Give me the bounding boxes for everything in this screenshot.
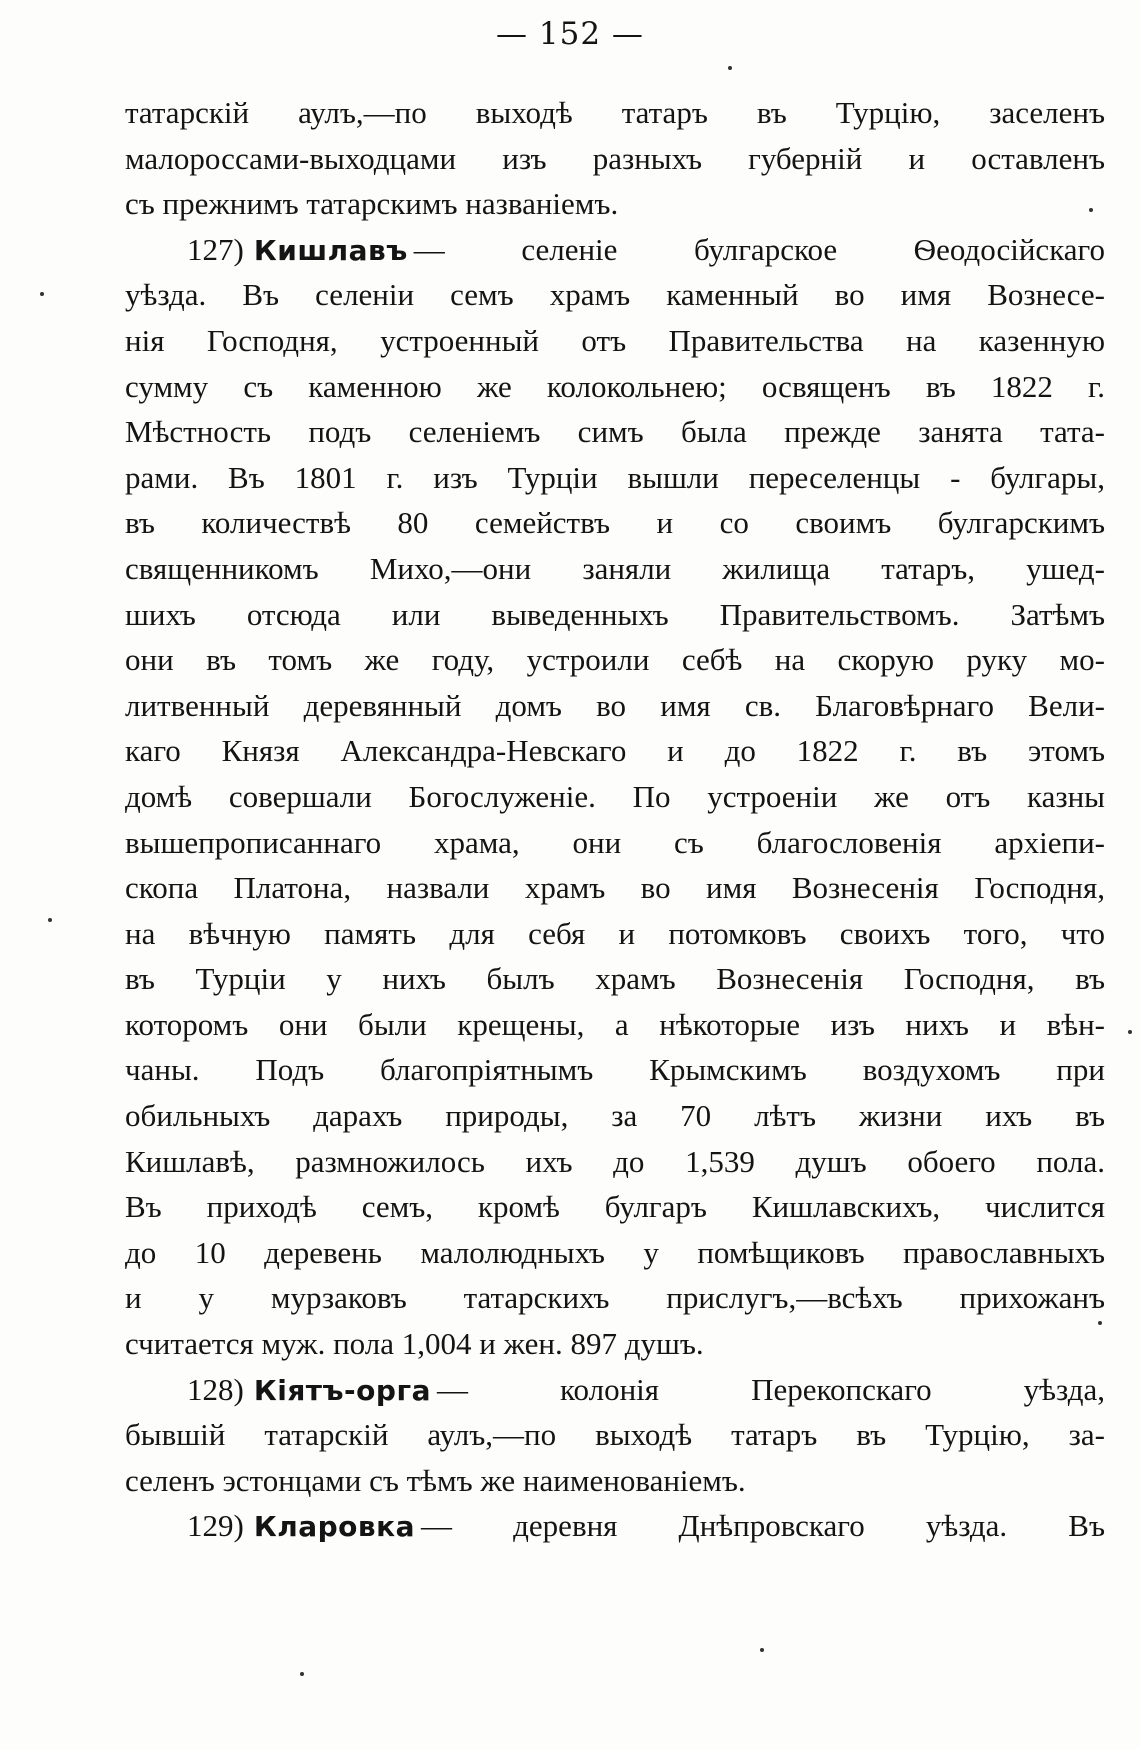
page-number: — 152 — [496,16,644,52]
text-line: которомъ они были крещены, а нѣкоторые изъ нихъ и вѣн- [125,1006,1105,1042]
text-line: литвенный деревянный домъ во имя св. Благовѣрнаго Вели- [125,687,1105,723]
text-line: сумму съ каменною же колокольнею; освященъ въ 1822 г. [125,368,1105,404]
entry-text: — деревня Днѣпровскаго уѣзда. Въ [421,1508,1105,1544]
text-line: Мѣстность подъ селеніемъ симъ была прежде занята тата- [125,414,1105,450]
scan-speck [728,66,732,70]
entry-heading: Кишлавъ [253,233,408,267]
text-line: до 10 деревень малолюдныхъ у помѣщиковъ православныхъ [125,1234,1105,1270]
text-line: шихъ отсюда или выведенныхъ Правительствомъ. Затѣмъ [125,596,1105,632]
text-line: съ прежнимъ татарскимъ названіемъ. [125,186,619,222]
text-line: считается муж. пола 1,004 и жен. 897 душъ. [125,1326,704,1362]
scan-speck [300,1672,304,1676]
text-line: татарскій аулъ,—по выходѣ татаръ въ Турцію, заселенъ [125,95,1105,130]
entry-text: — селеніе булгарское Ѳеодосійскаго [413,231,1105,267]
text-line: обильныхъ дарахъ природы, за 70 лѣтъ жизни ихъ въ [125,1098,1105,1134]
text-line: бывшій татарскій аулъ,—по выходѣ татаръ въ Турцію, за- [125,1417,1105,1453]
text-line: въ количествѣ 80 семействъ и со своимъ булгарскимъ [125,505,1105,541]
entry-heading: Кіятъ-орга [253,1373,431,1407]
text-line: Кишлавѣ, размножилось ихъ до 1,539 душъ обоего пола. [125,1143,1105,1179]
text-line: домѣ совершали Богослуженіе. По устроеніи же отъ казны [125,778,1105,814]
text-line: въ Турціи у нихъ былъ храмъ Вознесенія Господня, въ [125,961,1105,997]
scan-speck [1089,208,1093,212]
entry-129-first-line [125,1503,1105,1549]
entry-127-first-line [125,227,1105,273]
page-text [125,90,1105,1549]
text-line: скопа Платона, назвали храмъ во имя Вознесенія Господня, [125,870,1105,906]
text-line: нія Господня, устроенный отъ Правительства на казенную [125,322,1105,358]
entry-number: 127) [187,231,244,267]
text-line: священникомъ Михо,—они заняли жилища татаръ, ушед- [125,550,1105,586]
text-line: чаны. Подъ благопріятнымъ Крымскимъ воздухомъ при [125,1052,1105,1088]
scan-speck [760,1648,764,1652]
text-line: рами. Въ 1801 г. изъ Турціи вышли переселенцы - булгары, [125,459,1105,495]
text-line: вышепрописаннаго храма, они съ благословенія архіепи- [125,824,1105,860]
entry-text: — колонія Перекопскаго уѣзда, [436,1371,1105,1407]
text-line: селенъ эстонцами съ тѣмъ же наименованіемъ. [125,1462,746,1498]
scan-speck [48,918,52,922]
text-line: они въ томъ же году, устроили себѣ на скорую руку мо- [125,642,1105,678]
text-line: и у мурзаковъ татарскихъ прислугъ,—всѣхъ прихожанъ [125,1280,1105,1316]
text-line: на вѣчную память для себя и потомковъ своихъ того, что [125,915,1105,951]
entry-heading: Кларовка [253,1510,416,1544]
entry-number: 128) [187,1371,244,1407]
scan-speck [1128,1030,1132,1034]
text-line: каго Князя Александра-Невскаго и до 1822 г. въ этомъ [125,733,1105,769]
text-line: Въ приходѣ семъ, кромѣ булгаръ Кишлавскихъ, числится [125,1189,1105,1225]
entry-128-first-line [125,1367,1105,1413]
scan-speck [40,292,44,296]
entry-number: 129) [187,1508,244,1544]
scan-speck [1098,1321,1102,1325]
text-line: уѣзда. Въ селеніи семъ храмъ каменный во имя Вознесе- [125,277,1105,313]
text-line: малороссами-выходцами изъ разныхъ губерній и оставленъ [125,140,1105,176]
